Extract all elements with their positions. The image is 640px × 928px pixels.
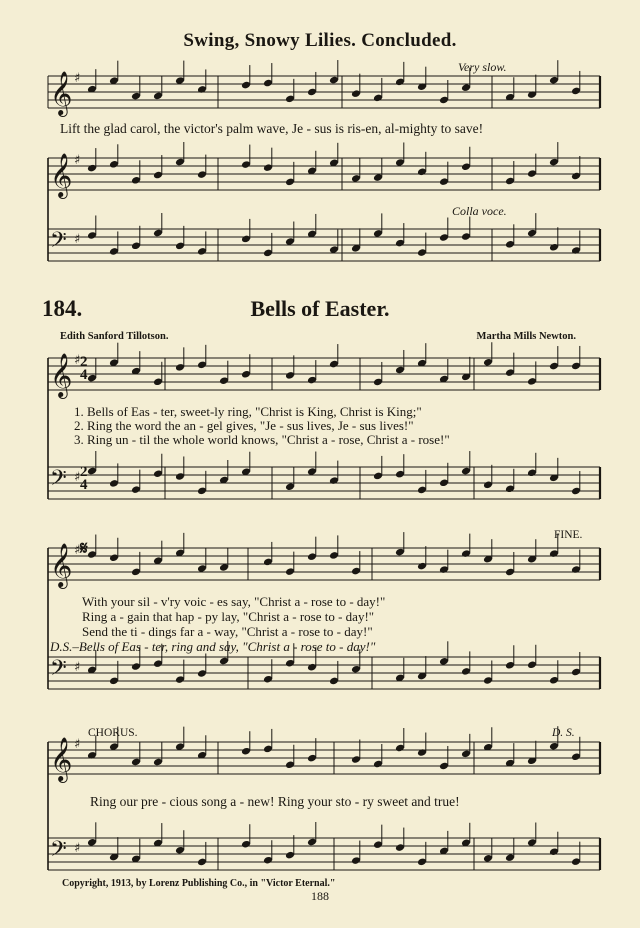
composer-credit: Martha Mills Newton. [476, 331, 576, 342]
verse-2-line-2: Ring a - gain that hap - py lay, "Christ a - rose to - day!" [82, 609, 375, 624]
chorus-marking: CHORUS. [88, 727, 138, 739]
treble-clef: 𝄞 [50, 543, 73, 587]
treble-clef: 𝄞 [50, 353, 73, 397]
key-signature-sharp: ♯ [74, 71, 81, 86]
chorus-lyric: Ring our pre - cious song a - new! Ring your sto - ry sweet and true! [90, 794, 460, 809]
bass-clef: 𝄢 [50, 837, 67, 867]
verse-1-line-1: 1. Bells of Eas - ter, sweet-ly ring, "Christ is King, Christ is King;" [74, 404, 422, 419]
verse-3-line-1: 3. Ring un - til the whole world knows, "Christ a - rose, Christ a - rose!" [74, 432, 450, 447]
bass-clef: 𝄢 [50, 656, 67, 686]
key-signature-sharp: ♯ [74, 841, 81, 856]
bass-time-signature-bottom: 4 [80, 477, 88, 493]
bass-time-signature-top: 2 [80, 464, 88, 480]
continued-title: Swing, Snowy Lilies. Concluded. [183, 30, 457, 51]
key-signature-sharp: ♯ [74, 353, 81, 368]
hymn-number: 184. [42, 296, 83, 321]
verse-1-line-2: With your sil - v'ry voic - es say, "Christ a - rose to - day!" [82, 594, 386, 609]
key-signature-sharp: ♯ [74, 737, 81, 752]
time-signature-top: 2 [80, 354, 88, 370]
key-signature-sharp: ♯ [74, 153, 81, 168]
key-signature-sharp: ♯ [74, 660, 81, 675]
ds-marking: D. S. [552, 727, 575, 739]
copyright-notice: Copyright, 1913, by Lorenz Publishing Co., in "Victor Eternal." [62, 878, 336, 889]
key-signature-sharp: ♯ [74, 232, 81, 247]
poet-credit: Edith Sanford Tillotson. [60, 331, 169, 342]
bass-clef: 𝄢 [50, 466, 67, 496]
verse-3-line-2: Send the ti - dings far a - way, "Christ a - rose to - day!" [82, 624, 373, 639]
treble-clef: 𝄞 [50, 153, 73, 197]
segno-sign: 𝄋 [80, 538, 88, 558]
time-signature-bottom: 4 [80, 367, 88, 383]
page-number: 188 [311, 889, 329, 903]
bass-clef: 𝄢 [50, 228, 67, 258]
key-signature-sharp: ♯ [74, 543, 81, 558]
tempo-marking: Very slow. [458, 60, 507, 74]
treble-clef: 𝄞 [50, 737, 73, 781]
verse-2-line-1: 2. Ring the word the an - gel gives, "Je - sus lives, Je - sus lives!" [74, 418, 414, 433]
key-signature-sharp: ♯ [74, 470, 81, 485]
ds-line: D.S.–Bells of Eas - ter, ring and say, "Christ a - rose to - day!" [50, 639, 376, 654]
colla-voce-marking: Colla voce. [452, 204, 507, 218]
fine-marking: FINE. [554, 529, 583, 541]
hymn-title: Bells of Easter. [250, 296, 390, 321]
previous-hymn-lyric: Lift the glad carol, the victor's palm wave, Je - sus is ris-en, al-mighty to save! [60, 121, 484, 136]
treble-clef: 𝄞 [50, 71, 73, 115]
